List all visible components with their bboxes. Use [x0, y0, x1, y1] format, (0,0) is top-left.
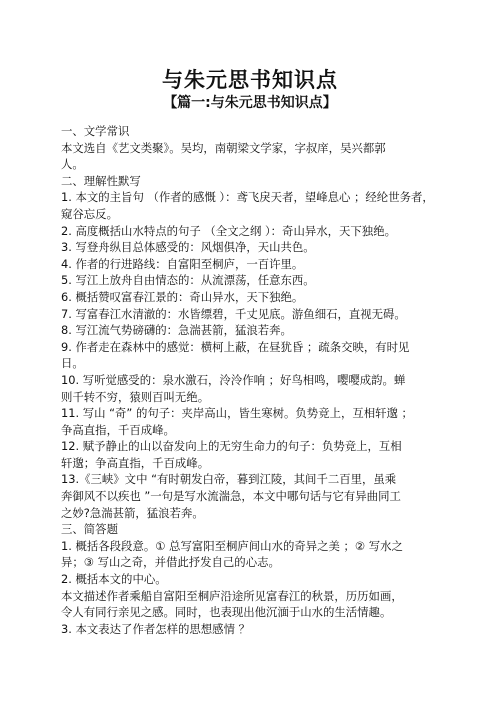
text-line: 3. 写登舟纵目总体感受的：风烟俱净，天山共色。 — [61, 240, 315, 255]
text-line: 日。 — [61, 356, 84, 371]
text-line: 7. 写富春江水清澈的：水皆缥碧，千丈见底。游鱼细石，直视无碍。 — [61, 306, 406, 321]
document-subtitle: 【篇一:与朱元思书知识点】 — [163, 95, 337, 111]
text-line: 10. 写听觉感受的：泉水激石，泠泠作响 ；好鸟相鸣，嘤嘤成韵。蝉 — [61, 372, 406, 387]
document-title: 与朱元思书知识点 — [162, 68, 338, 92]
text-line: 奔御风不以疾也 ”一句是写水流湍急，本文中哪句话与它有异曲同工 — [61, 489, 401, 504]
text-line: 13.《三峡》文中 “有时朝发白帝，暮到江陵，其间千二百里，虽乘 — [61, 472, 397, 487]
text-line: 轩邈；争高直指，千百成峰。 — [61, 455, 210, 470]
text-line: 三、简答题 — [61, 522, 118, 537]
text-line: 5. 写江上放舟自由情态的：从流漂荡，任意东西。 — [61, 273, 315, 288]
text-line: 一、文学常识 — [61, 124, 130, 138]
text-line: 1. 概括各段段意。① 总写富阳至桐庐间山水的奇异之美 ；② 写水之 — [61, 538, 403, 553]
text-line: 6. 概括赞叹富春江景的：奇山异水，天下独绝。 — [61, 289, 304, 304]
text-line: 1. 本文的主旨句 （作者的感慨 ）：鸢飞戾天者，望峰息心 ；经纶世务者， — [61, 190, 434, 205]
text-line: 人。 — [61, 157, 84, 172]
text-line: 2. 高度概括山水特点的句子 （全文之纲 ）：奇山异水，天下独绝。 — [61, 223, 396, 238]
text-line: 3. 本文表达了作者怎样的思想感情 ？ — [61, 621, 250, 636]
text-line: 二、理解性默写 — [61, 173, 141, 188]
text-line: 2. 概括本文的中心。 — [61, 572, 167, 587]
text-line: 则千转不穷，猿则百叫无绝。 — [61, 389, 210, 404]
text-line: 本文描述作者乘船自富阳至桐庐沿途所见富春江的秋景，历历如画， — [61, 588, 403, 603]
text-line: 4. 作者的行进路线：自富阳至桐庐，一百许里。 — [61, 256, 304, 271]
text-line: 12. 赋予静止的山以奋发向上的无穷生命力的句子：负势竞上，互相 — [61, 439, 402, 454]
text-line: 8. 写江流气势磅礴的：急湍甚箭，猛浪若奔。 — [61, 323, 292, 338]
text-line: 令人有同行亲见之感。同时，也表现出他沉湎于山水的生活情趣。 — [61, 605, 392, 620]
text-line: 异；③ 写山之奇，并借此抒发自己的心志。 — [61, 555, 280, 570]
document-body — [61, 119, 441, 637]
text-line: 之妙?急湍甚箭，猛浪若奔。 — [61, 505, 204, 520]
text-line: 争高直指，千百成峰。 — [61, 422, 175, 437]
text-line: 本文选自《艺文类聚》。吴均，南朝梁文学家，字叔庠，吴兴都郭 — [61, 140, 386, 155]
text-line: 窥谷忘反。 — [61, 206, 118, 221]
text-line: 9. 作者走在森林中的感觉：横柯上蔽，在昼犹昏 ；疏条交映，有时见 — [61, 339, 410, 354]
text-line: 11. 写山 “奇” 的句子：夹岸高山，皆生寒树。负势竞上，互相轩邈 ； — [61, 406, 413, 421]
